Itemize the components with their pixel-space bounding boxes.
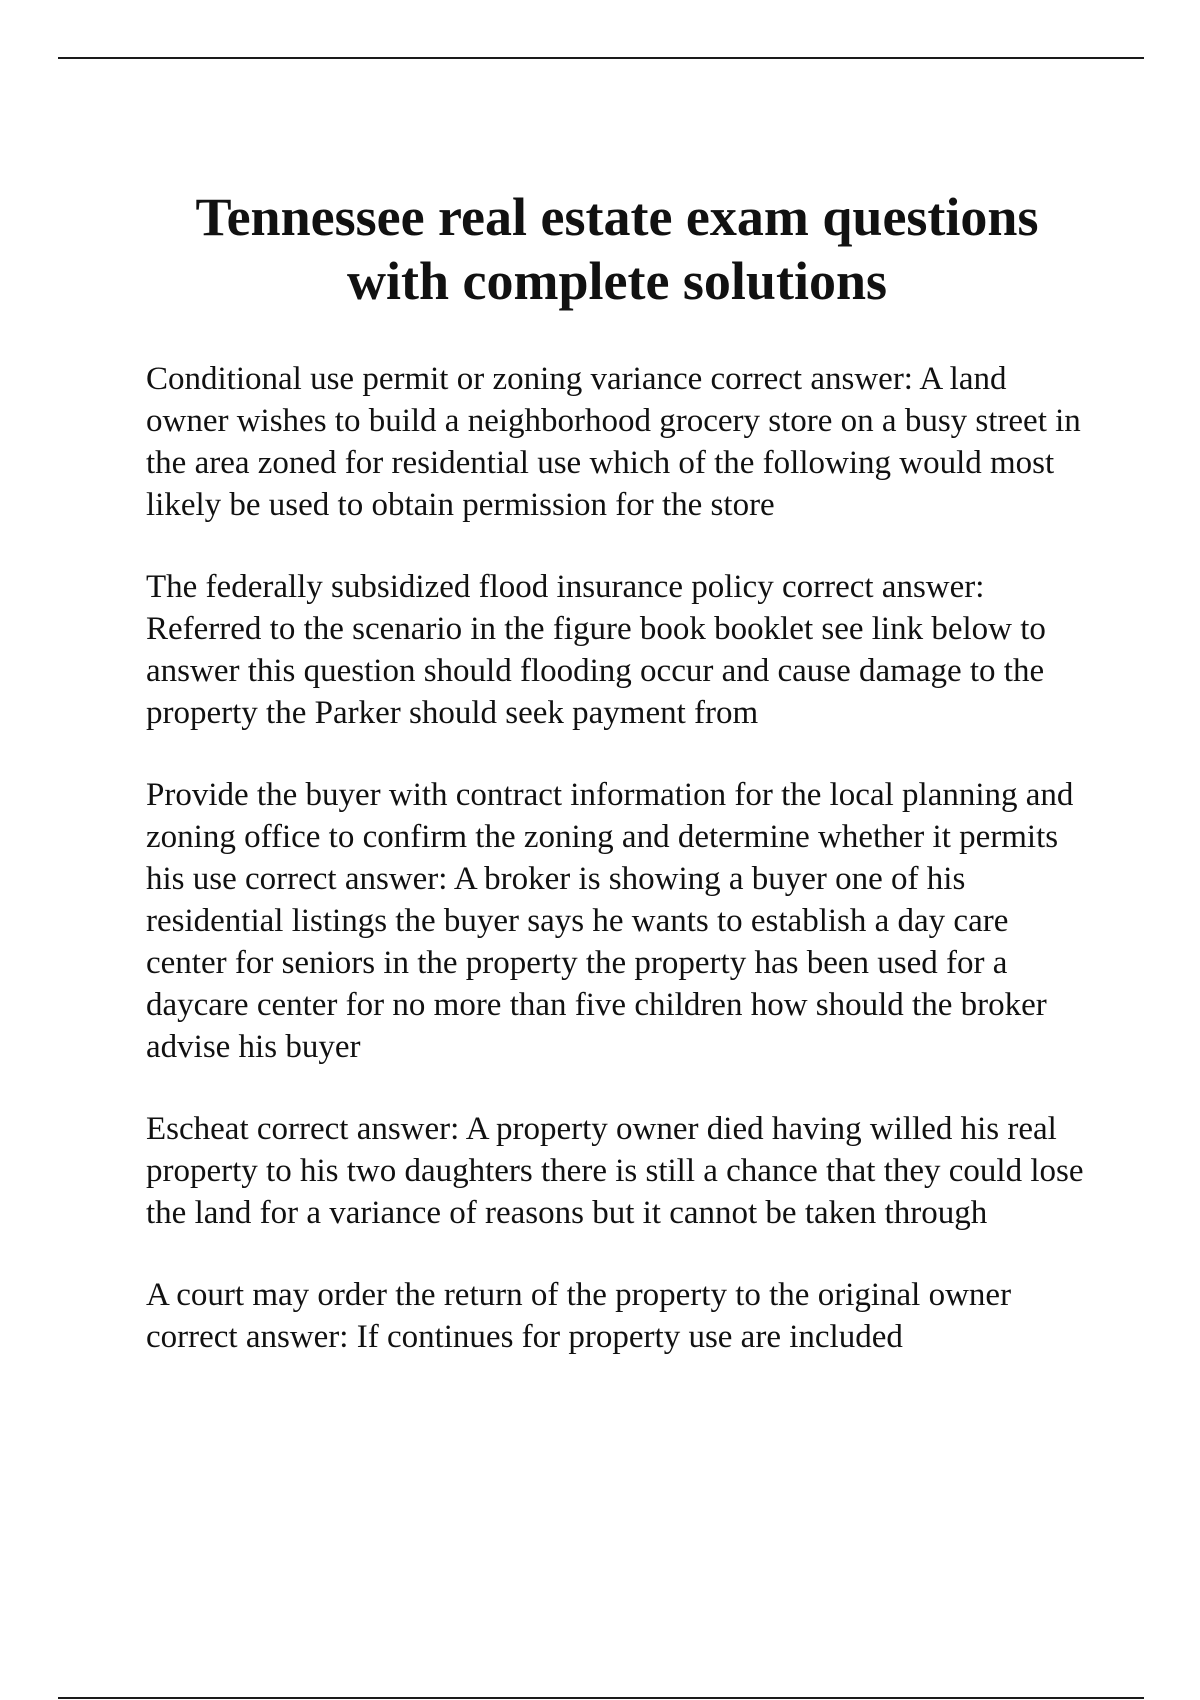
qa-entry-5: A court may order the return of the property to the original owner correct answer: If continues for property use are included [146,1277,1012,1355]
qa-entry-3: Provide the buyer with contract information for the local planning and zoning office to confirm the zoning and determine whether it permits his use correct answer: A broker is showing a buyer one of his residential listings the buyer says he wants to establish a day care center for seniors in the property the property has been used for a daycare center for no more than five children how should the broker advise his buyer [146,777,1074,1065]
title-line-2: with complete solutions [347,251,887,311]
qa-list [146,358,1096,1398]
qa-entry-4: Escheat correct answer: A property owner died having willed his real property to his two daughters there is still a chance that they could lose the land for a variance of reasons but it cannot be taken through [146,1111,1084,1231]
bottom-rule [58,1697,1144,1699]
document-title [120,185,1114,313]
qa-entry-2: The federally subsidized flood insurance policy correct answer: Referred to the scenario in the figure book booklet see link below to answer this question should flooding occur and cause damage to the property the Parker should seek payment from [146,569,1046,731]
qa-entry-1: Conditional use permit or zoning variance correct answer: A land owner wishes to build a neighborhood grocery store on a busy street in the area zoned for residential use which of the following would most likely be used to obtain permission for the store [146,361,1081,523]
top-rule [58,57,1144,59]
title-line-1: Tennessee real estate exam questions [195,187,1039,247]
